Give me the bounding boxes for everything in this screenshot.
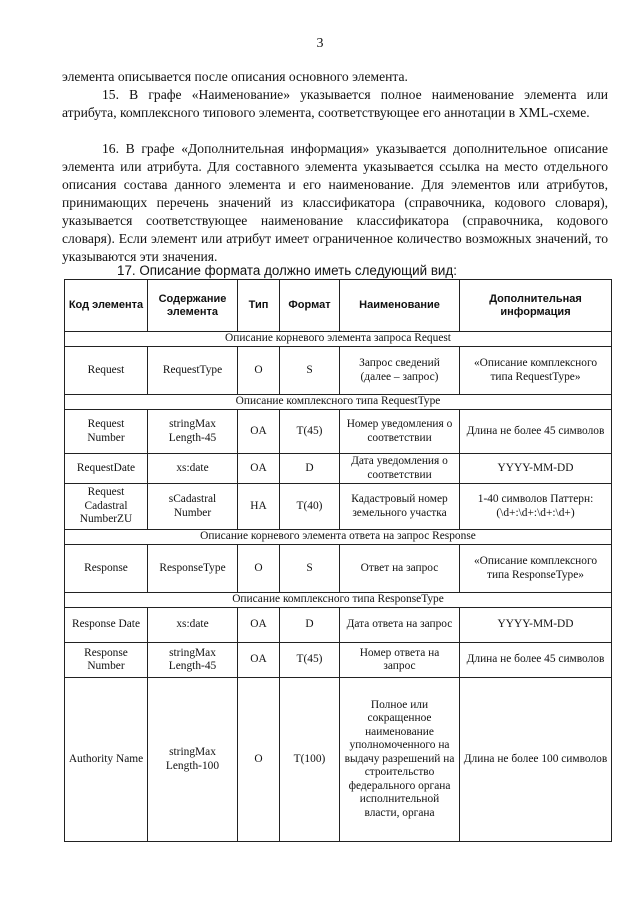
table-row — [65, 454, 612, 484]
cell-format: S — [280, 545, 340, 593]
cell-content: xs:date — [148, 454, 238, 484]
cell-name: Кадастровый номер земельного участка — [340, 484, 460, 530]
cell-content: ResponseType — [148, 545, 238, 593]
cell-name: Ответ на запрос — [340, 545, 460, 593]
cell-type: OA — [238, 454, 280, 484]
cell-code: Response Number — [65, 643, 148, 678]
cell-type: НА — [238, 484, 280, 530]
cell-content: RequestType — [148, 347, 238, 395]
cell-code: Request — [65, 347, 148, 395]
table-row — [65, 608, 612, 643]
cell-code: Request Number — [65, 410, 148, 454]
table-row — [65, 678, 612, 842]
cell-content: stringMax Length-45 — [148, 643, 238, 678]
table-row — [65, 410, 612, 454]
table-row — [65, 484, 612, 530]
table-row — [65, 347, 612, 395]
cell-code: Response — [65, 545, 148, 593]
cell-content: xs:date — [148, 608, 238, 643]
header-code: Код элемента — [65, 280, 148, 332]
cell-format: D — [280, 454, 340, 484]
cell-code: Request Cadastral NumberZU — [65, 484, 148, 530]
table-row — [65, 545, 612, 593]
cell-format: T(45) — [280, 643, 340, 678]
format-table — [64, 279, 612, 842]
cell-name: Номер уведомления о соответствии — [340, 410, 460, 454]
cell-info: Длина не более 45 символов — [460, 643, 612, 678]
cell-format: T(40) — [280, 484, 340, 530]
header-format: Формат — [280, 280, 340, 332]
cell-info: Длина не более 100 символов — [460, 678, 612, 842]
header-type: Тип — [238, 280, 280, 332]
cell-format: T(45) — [280, 410, 340, 454]
section-title: Описание корневого элемента ответа на запрос Response — [65, 530, 612, 545]
cell-info: «Описание комплексного типа ResponseType» — [460, 545, 612, 593]
table-header-row — [65, 280, 612, 332]
cell-info: «Описание комплексного типа RequestType» — [460, 347, 612, 395]
cell-format: T(100) — [280, 678, 340, 842]
cell-type: OA — [238, 410, 280, 454]
cell-content: sCadastral Number — [148, 484, 238, 530]
cell-type: O — [238, 545, 280, 593]
header-info: Дополнительная информация — [460, 280, 612, 332]
table-row — [65, 643, 612, 678]
cell-info: 1-40 символов Паттерн: (\d+:\d+:\d+:\d+) — [460, 484, 612, 530]
cell-type: OA — [238, 608, 280, 643]
cell-type: O — [238, 347, 280, 395]
cell-format: S — [280, 347, 340, 395]
paragraph-16: 16. В графе «Дополнительная информация» указывается дополнительное описание элемента или атрибута. Для составного элемента указывается ссылка на место отдельного описания состава данного элемента и его наименование. Для элементов или атрибутов, принимающих перечень значений из классификатора (справочника, кодового словаря), указывается соответствующее наименование классификатора (справочника, кодового словаря). Если элемент или атрибут имеет ограниченное количество возможных значений, то указываются эти значения. — [62, 141, 608, 264]
cell-code: Authority Name — [65, 678, 148, 842]
cell-info: YYYY-MM-DD — [460, 454, 612, 484]
cell-type: O — [238, 678, 280, 842]
cell-name: Номер ответа на запрос — [340, 643, 460, 678]
cell-info: YYYY-MM-DD — [460, 608, 612, 643]
paragraph-15: 15. В графе «Наименование» указывается полное наименование элемента или атрибута, комплексного типового элемента, соответствующее его аннотации в XML-схеме. — [62, 87, 608, 120]
cell-code: RequestDate — [65, 454, 148, 484]
page-number: 3 — [316, 36, 324, 51]
section-row — [65, 395, 612, 410]
cell-name: Дата ответа на запрос — [340, 608, 460, 643]
paragraph-continuation: элемента описывается после описания основного элемента. — [62, 69, 408, 84]
section-row — [65, 593, 612, 608]
cell-name: Полное или сокращенное наименование уполномоченного на выдачу разрешений на строительство федерального органа исполнительной власти, органа — [340, 678, 460, 842]
cell-content: stringMax Length-100 — [148, 678, 238, 842]
section-row — [65, 332, 612, 347]
cell-info: Длина не более 45 символов — [460, 410, 612, 454]
header-name: Наименование — [340, 280, 460, 332]
cell-name: Запрос сведений (далее – запрос) — [340, 347, 460, 395]
section-row — [65, 530, 612, 545]
cell-code: Response Date — [65, 608, 148, 643]
section-title: Описание комплексного типа RequestType — [65, 395, 612, 410]
cell-name: Дата уведомления о соответствии — [340, 454, 460, 484]
paragraph-17: 17. Описание формата должно иметь следующий вид: — [117, 263, 457, 278]
section-title: Описание корневого элемента запроса Request — [65, 332, 612, 347]
header-content: Содержание элемента — [148, 280, 238, 332]
cell-format: D — [280, 608, 340, 643]
section-title: Описание комплексного типа ResponseType — [65, 593, 612, 608]
cell-content: stringMax Length-45 — [148, 410, 238, 454]
cell-type: OA — [238, 643, 280, 678]
